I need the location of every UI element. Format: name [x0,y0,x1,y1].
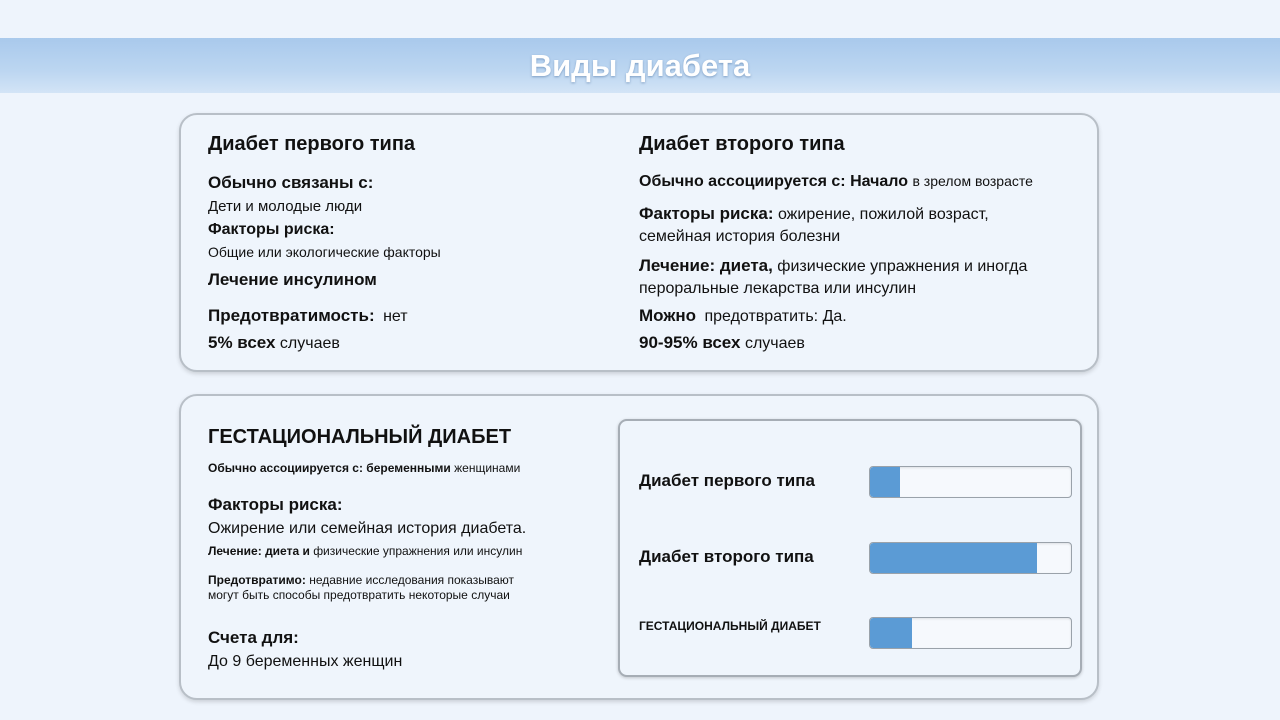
gestational-risk-label: Факторы риска: [208,495,343,514]
share-panel [618,419,1082,677]
type1-assoc-value: Дети и молодые люди [208,198,363,215]
type1-prevent [208,306,408,326]
type1-risk-value: Общие или экологические факторы [208,244,441,260]
type1-assoc-label: Обычно связаны с: [208,173,374,192]
gestational-assoc-label: Обычно ассоциируется с: беременными [208,461,451,475]
type2-cases-bold: 90-95% всех [639,333,741,352]
type2-heading: Диабет второго типа [639,133,845,155]
type2-assoc-rest: в зрелом возрасте [912,173,1033,189]
type1-cases [208,333,340,353]
bar-track-type1 [869,466,1072,498]
type2-treatment-value-2: пероральные лекарства или инсулин [639,280,917,297]
gestational-treatment-label: Лечение: диета и [208,544,310,558]
type1-prevent-value: нет [383,308,408,325]
type1-treatment: Лечение инсулином [208,270,377,289]
gestational-prevent [208,573,514,603]
type1-heading: Диабет первого типа [208,133,416,155]
type1-cases-bold: 5% всех [208,333,276,352]
gestational-accounts-label: Счета для: [208,628,299,647]
gestational-accounts-value: До 9 беременных женщин [208,653,403,670]
bar-track-type2 [869,542,1072,574]
type2-cases-rest: случаев [744,335,805,352]
page-title: Виды диабета [529,47,751,83]
type2-cases [639,333,805,353]
gestational-treatment [208,544,522,558]
bar-label-gestational: ГЕСТАЦИОНАЛЬНЫЙ ДИАБЕТ [639,619,821,633]
gestational-prevent-rest-1: недавние исследования показывают [309,573,514,587]
type1-prevent-label: Предотвратимость: [208,306,375,325]
gestational-treatment-rest: физические упражнения или инсулин [313,544,523,558]
type2-treatment [639,255,1027,300]
bar-label-type1: Диабет первого типа [639,471,815,490]
gestational-assoc-rest: женщинами [454,461,521,475]
bar-track-gestational [869,617,1072,649]
type2-treatment-value-1: физические упражнения и иногда [777,258,1028,275]
gestational-assoc [208,461,520,475]
type2-prevent-bold: Можно [639,306,697,325]
gestational-prevent-label: Предотвратимо: [208,573,306,587]
type2-treatment-label: Лечение: диета, [639,256,773,275]
type1-cases-rest: случаев [279,335,340,352]
type2-risk-value-2: семейная история болезни [639,228,841,245]
bottom-card [179,394,1099,700]
type2-assoc [639,173,1033,191]
gestational-heading: ГЕСТАЦИОНАЛЬНЫЙ ДИАБЕТ [208,426,512,448]
top-card [179,113,1099,372]
type2-risk [639,203,989,248]
type1-risk-label: Факторы риска: [208,221,335,238]
title-bar [0,38,1280,93]
type2-prevent-rest: предотвратить: Да. [704,308,847,325]
bar-fill-type1 [870,467,900,497]
bar-fill-gestational [870,618,912,648]
type2-risk-value-1: ожирение, пожилой возраст, [777,206,989,223]
type2-risk-label: Факторы риска: [639,204,774,223]
type2-assoc-label: Обычно ассоциируется с: [639,173,846,190]
gestational-prevent-rest-2: могут быть способы предотвратить некоторые случаи [208,588,510,602]
bar-label-type2: Диабет второго типа [639,547,814,566]
type2-assoc-bold: Начало [850,173,909,190]
gestational-risk-value: Ожирение или семейная история диабета. [208,520,527,537]
type2-prevent [639,306,847,326]
bar-fill-type2 [870,543,1037,573]
